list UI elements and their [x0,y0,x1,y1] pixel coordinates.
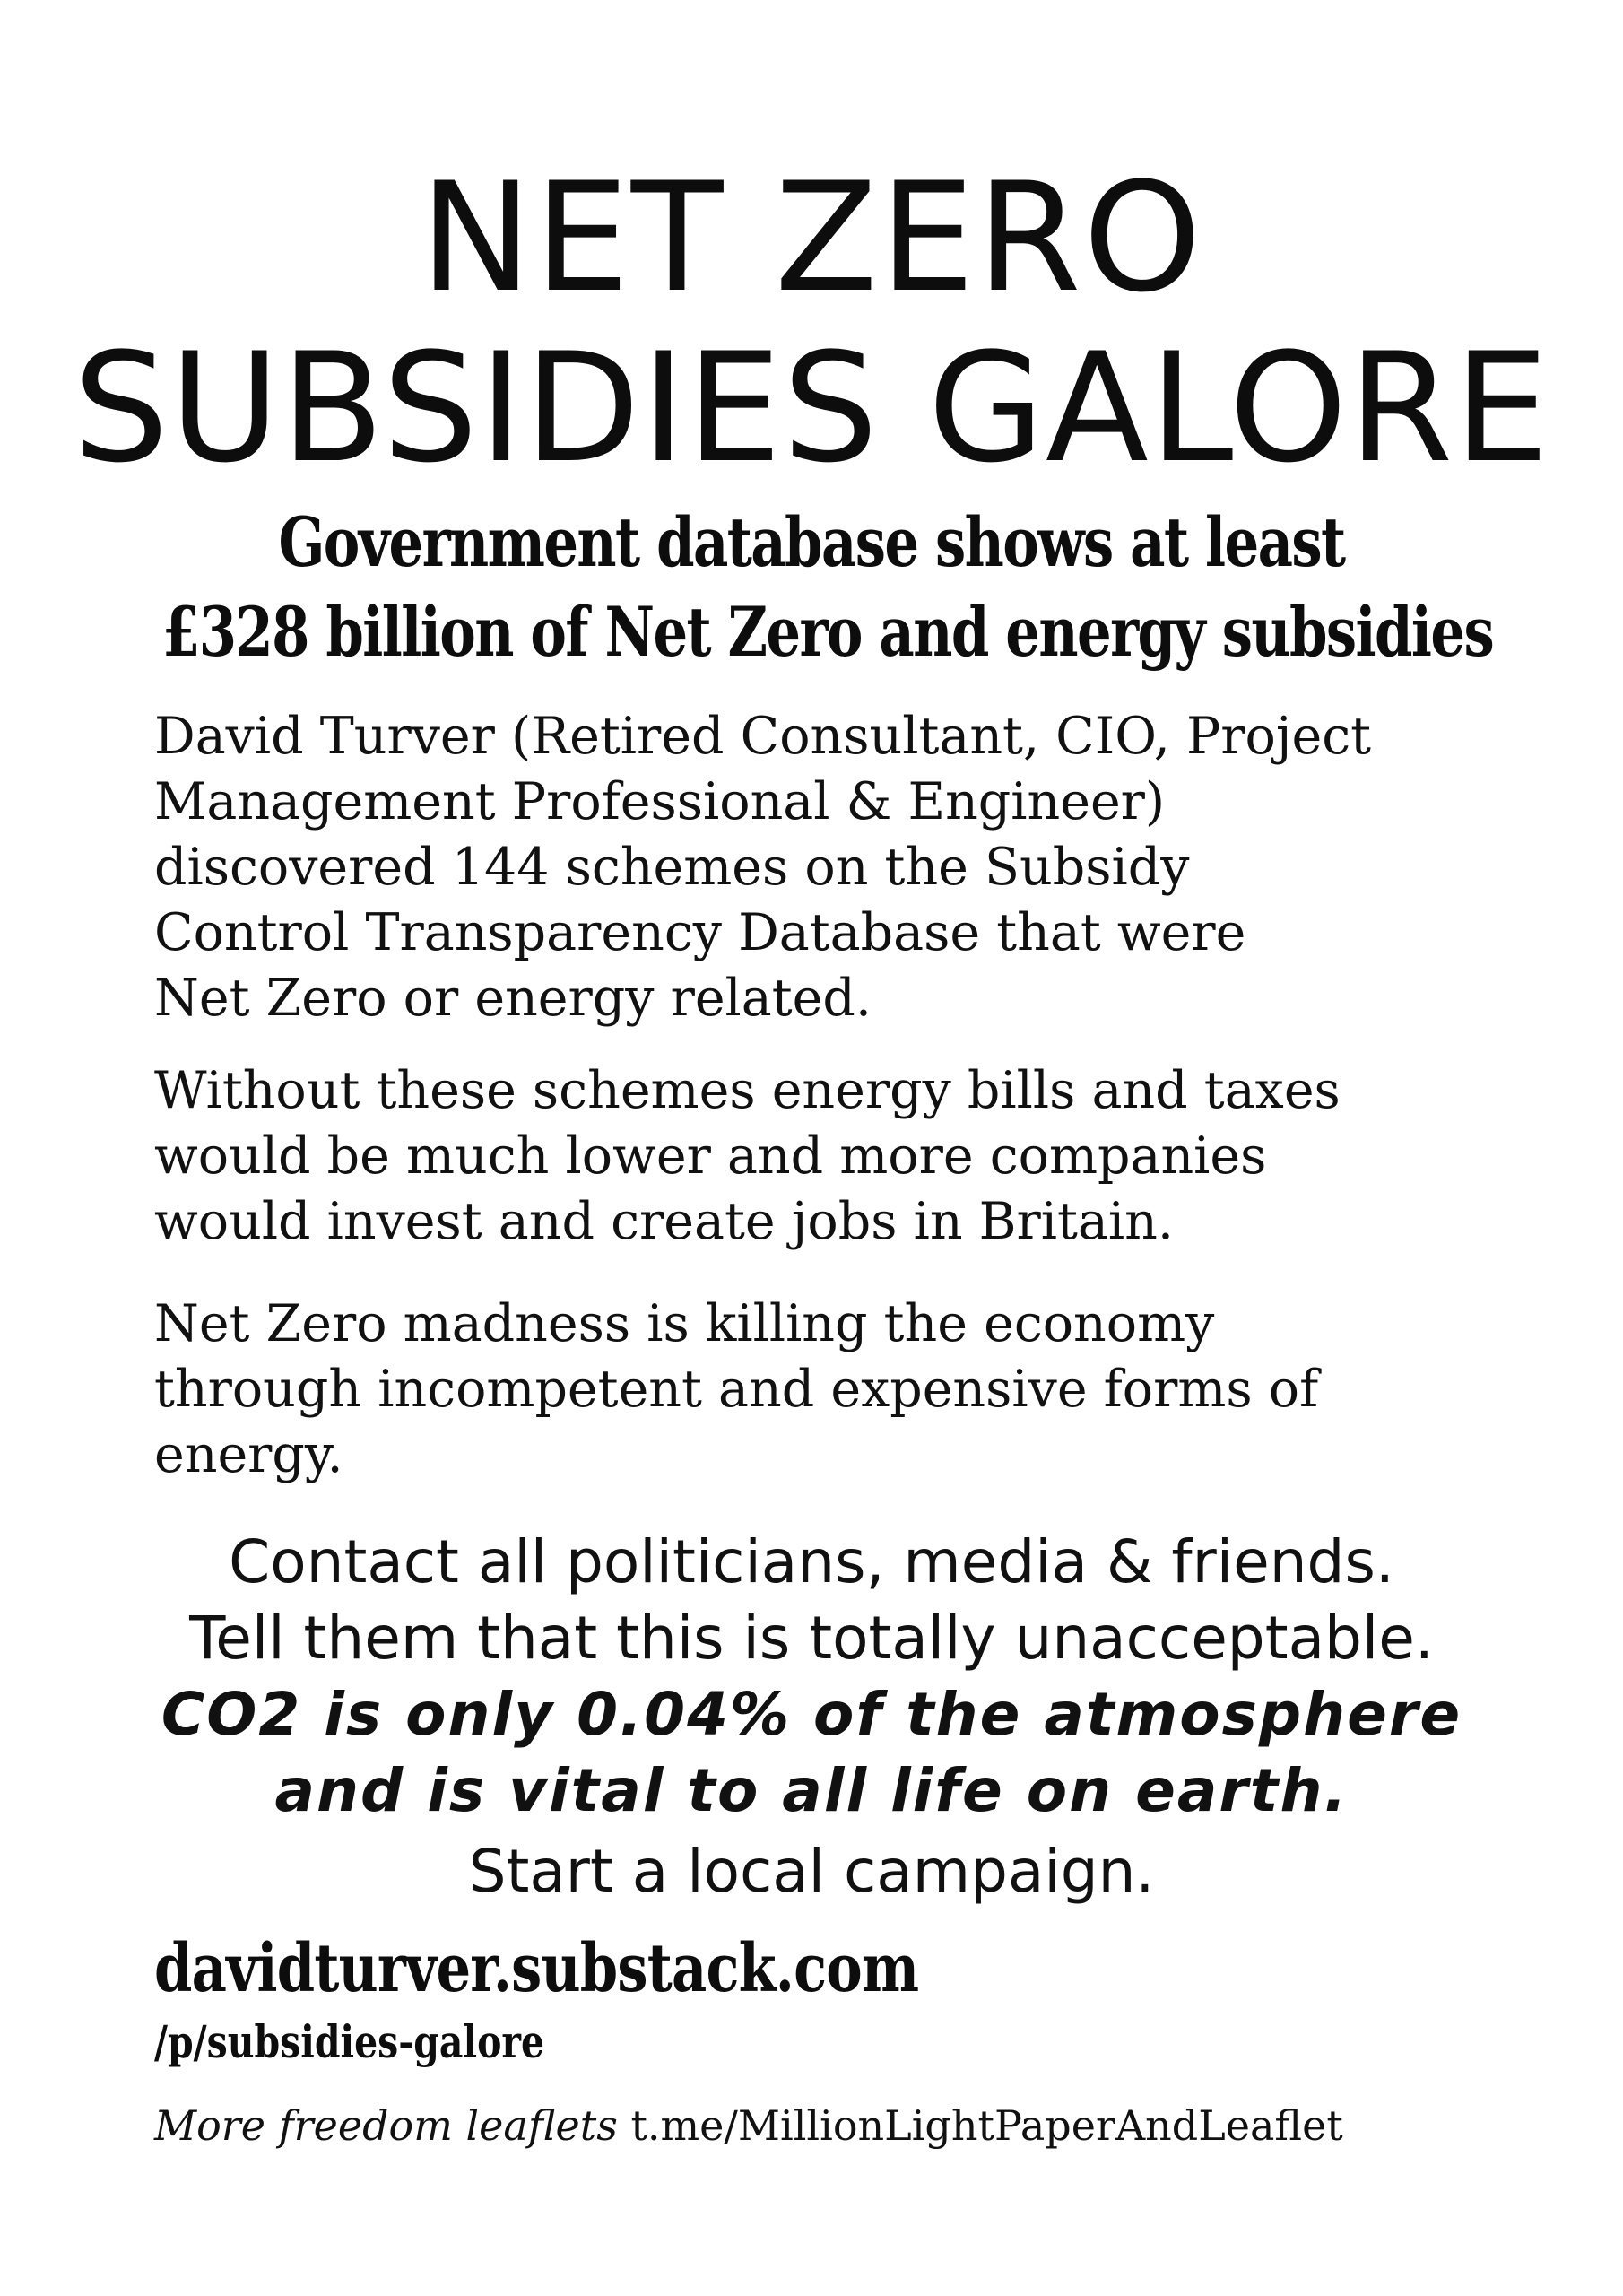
paragraph-line: Without these schemes energy bills and taxes [154,1061,1341,1120]
call-to-action-line-5: Start a local campaign. [468,1837,1155,1906]
paragraph-consequences [154,1058,1499,1255]
footer-telegram-link[interactable]: t.me/MillionLightPaperAndLeaflet [617,2101,1343,2150]
paragraph-line: would invest and create jobs in Britain. [154,1192,1174,1251]
call-to-action-co2-line-2: and is vital to all life on earth. [274,1756,1349,1825]
paragraph-line: would be much lower and more companies [154,1126,1267,1186]
call-to-action-line-2: Tell them that this is totally unacceptable. [189,1604,1434,1673]
source-url-path[interactable]: /p/subsidies-galore [154,2015,545,2068]
paragraph-line: Net Zero madness is killing the economy [154,1294,1215,1353]
headline-line-2: SUBSIDIES GALORE [73,320,1550,496]
paragraph-line: discovered 144 schemes on the Subsidy [154,838,1190,897]
paragraph-author-findings [154,704,1499,1031]
headline-line-1: NET ZERO [419,150,1204,326]
paragraph-line: through incompetent and expensive forms of [154,1360,1319,1419]
footer-label: More freedom leaflets [154,2101,618,2150]
subheadline-line-1: Government database shows at least [278,502,1345,582]
subheadline-line-2: £328 billion of Net Zero and energy subsidies [162,592,1494,672]
paragraph-line: David Turver (Retired Consultant, CIO, Project [154,707,1372,766]
source-url-domain[interactable]: davidturver.substack.com [154,1930,919,2007]
paragraph-line: Control Transparency Database that were [154,903,1246,962]
footer-line [154,2099,1343,2152]
paragraph-line: Management Professional & Engineer) [154,772,1166,831]
paragraph-line: Net Zero or energy related. [154,969,872,1028]
paragraph-net-zero-madness [154,1292,1499,1488]
call-to-action-line-1: Contact all politicians, media & friends. [229,1527,1394,1596]
call-to-action-co2-line-1: CO2 is only 0.04% of the atmosphere [161,1680,1462,1749]
paragraph-line: energy. [154,1425,343,1484]
